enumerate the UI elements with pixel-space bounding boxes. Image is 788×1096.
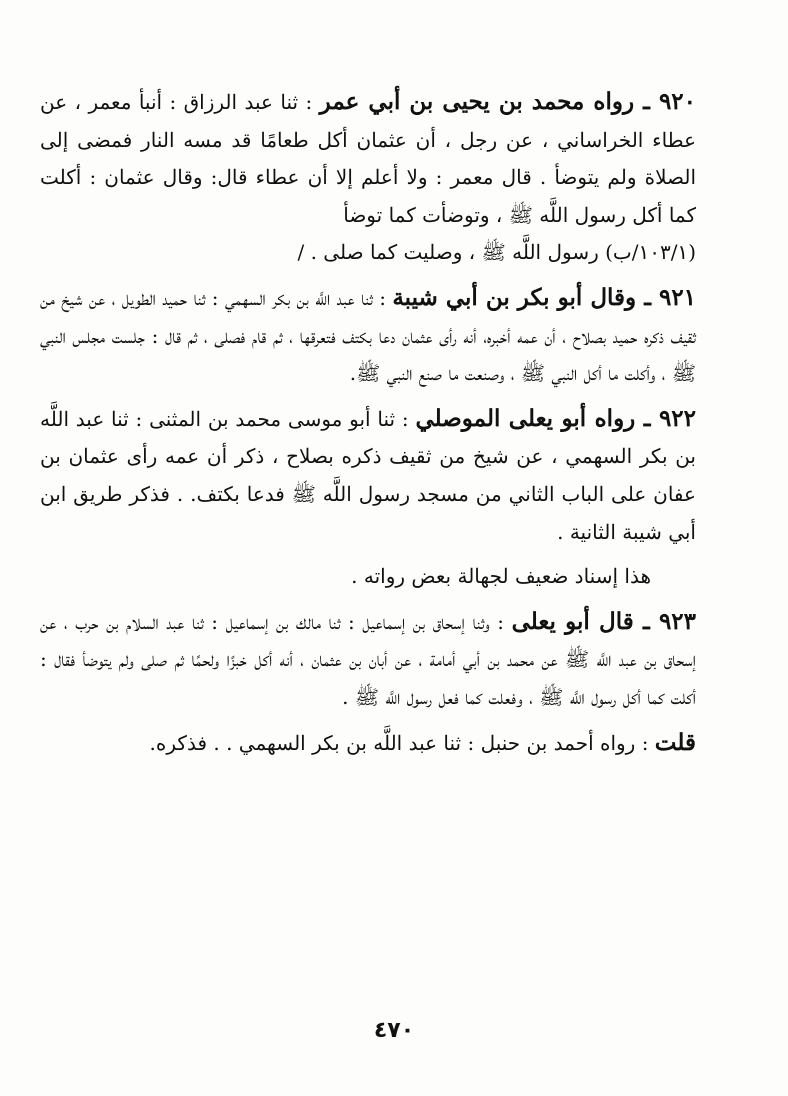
isnad-note: هذا إسناد ضعيف لجهالة بعض رواته . (351, 564, 651, 589)
entry-lead: رواه محمد بن يحيى بن أبي عمر (319, 88, 635, 115)
entry-number: ٩٢٢ (658, 404, 696, 432)
entry-number: ٩٢٣ (658, 607, 696, 635)
entry-921: ٩٢١ ـ وقال أبو بكر بن أبي شيبة : ثنا عبد اللَّه بن بكر السهمي : ثنا حميد الطويل ، عن شيخ من ثقيف ذكره حميد بصلاح ، أن عمه أخبره، أنه رأى عثمان دعا بكتف فتعرقها ، ثم قام فصلى ، ثم قال : جلست مجلس النبي ﷺ ، وأكلت ما أكل النبي ﷺ ، وصنعت ما صنع النبي ﷺ. (40, 283, 697, 386)
entry-lead: وقال أبو بكر بن أبي شيبة (392, 283, 637, 311)
closing-lead: قلت (654, 728, 696, 756)
page-number: ٤٧٠ (373, 1018, 415, 1043)
entry-lead: قال أبو يعلى (511, 607, 634, 635)
entry-text: ثنا عبد الرزاق : أنبأ معمر ، عن عطاء الخراساني ، عن رجل ، أن عثمان أكل طعامًا قد مسه النار فمضى إلى الصلاة ولم يتوضأ . قال معمر : ولا أعلم إلا أن عطاء قال: وقال عثمان : أكلت كما أكل رسول اللَّه ﷺ ، وتوضأت كما توضأ (40, 90, 696, 227)
entry-lead: رواه أبو يعلى الموصلي (415, 404, 636, 432)
entry-922: ٩٢٢ ـ رواه أبو يعلى الموصلي : ثنا أبو موسى محمد بن المثنى : ثنا عبد اللَّه بن بكر السهمي ، عن شيخ من ثقيف ذكره بصلاح ، ذكر أن عمه رأى عثمان بن عفان على الباب الثاني من مسجد رسول اللَّه ﷺ فدعا بكتف. . فذكر طريق ابن أبي شيبة الثانية . (40, 404, 696, 544)
closing-remark: قلت : رواه أحمد بن حنبل : ثنا عبد اللَّه بن بكر السهمي . . فذكره. (149, 728, 696, 756)
entry-number: ٩٢٠ (658, 88, 696, 115)
entry-text: ثنا أبو موسى محمد بن المثنى : ثنا عبد اللَّه بن بكر السهمي ، عن شيخ من ثقيف ذكره بصلاح ، ذكر أن عمه رأى عثمان بن عفان على الباب الثاني من مسجد رسول اللَّه ﷺ فدعا بكتف. . فذكر طريق ابن أبي شيبة الثانية . (40, 406, 696, 544)
closing-text: رواه أحمد بن حنبل : ثنا عبد اللَّه بن بكر السهمي . . فذكره. (149, 730, 636, 755)
entry-text: وثنا إسحاق بن إسماعيل : ثنا مالك بن إسماعيل : ثنا عبد السلام بن حرب ، عن إسحاق بن عبد اللَّه ﷺ عن محمد بن أبي أمامة ، عن أبان بن عثمان ، أنه أكل خبزًا ولحمًا ثم صلى ولم يتوضأ فقال : أكلت كما أكل رسول اللَّه ﷺ ، وفعلت كما فعل رسول اللَّه ﷺ . (40, 609, 696, 709)
entry-text-end: رسول اللَّه ﷺ ، وصليت كما صلى . / (297, 240, 599, 265)
page-body (40, 83, 696, 762)
entry-text: ثنا عبد اللَّه بن بكر السهمي : ثنا حميد الطويل ، عن شيخ من ثقيف ذكره حميد بصلاح ، أن عمه أخبره، أنه رأى عثمان دعا بكتف فتعرقها ، ثم قام فصلى ، ثم قال : جلست مجلس النبي ﷺ ، وأكلت ما أكل النبي ﷺ ، وصنعت ما صنع النبي ﷺ. (40, 285, 696, 386)
entry-923: ٩٢٣ ـ قال أبو يعلى : وثنا إسحاق بن إسماعيل : ثنا مالك بن إسماعيل : ثنا عبد السلام بن حرب ، عن إسحاق بن عبد اللَّه ﷺ عن محمد بن أبي أمامة ، عن أبان بن عثمان ، أنه أكل خبزًا ولحمًا ثم صلى ولم يتوضأ فقال : أكلت كما أكل رسول اللَّه ﷺ ، وفعلت كما فعل رسول اللَّه ﷺ . (40, 607, 696, 709)
manuscript-reference: (١٠٣/١/ب) (605, 240, 696, 265)
entry-number: ٩٢١ (658, 283, 697, 311)
entry-920: ٩٢٠ ـ رواه محمد بن يحيى بن أبي عمر : ثنا عبد الرزاق : أنبأ معمر ، عن عطاء الخراساني ، عن رجل ، أن عثمان أكل طعامًا قد مسه النار فمضى إلى الصلاة ولم يتوضأ . قال معمر : ولا أعلم إلا أن عطاء قال: وقال عثمان : أكلت كما أكل رسول اللَّه ﷺ ، وتوضأت كما توضأ (١٠٣/١/ب) رسول اللَّه ﷺ ، وصليت كما صلى . / (40, 88, 696, 265)
